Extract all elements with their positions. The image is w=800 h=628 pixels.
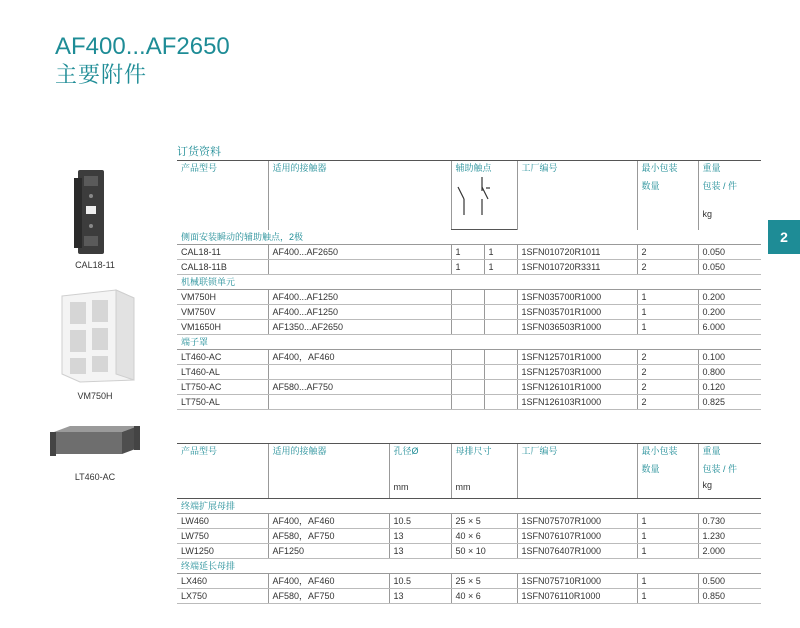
cell-order: 1SFN075710R1000 (517, 574, 637, 589)
cell-pack: 1 (637, 589, 698, 604)
cell-pack: 2 (637, 395, 698, 410)
cell-bar: 50 × 10 (451, 544, 517, 559)
cell-pack: 1 (637, 529, 698, 544)
cell-no (451, 305, 484, 320)
cell-product: LX460 (177, 574, 268, 589)
cell-contactor: AF400，AF460 (268, 514, 389, 529)
cell-bar: 40 × 6 (451, 589, 517, 604)
cell-contactor: AF400，AF460 (268, 574, 389, 589)
caption-cal18-11: CAL18-11 (75, 260, 115, 270)
cell-pack: 1 (637, 574, 698, 589)
cell-pack: 1 (637, 320, 698, 335)
col-header-pack-line1-2: 最小包装 (641, 446, 678, 456)
cell-pack: 2 (637, 350, 698, 365)
col-header-weight-unit: kg (702, 209, 713, 219)
cell-nc (484, 350, 517, 365)
cell-weight: 0.730 (698, 514, 761, 529)
col-header-pack-line2: 数量 (641, 181, 660, 191)
cell-no (451, 380, 484, 395)
cell-hole: 10.5 (389, 514, 451, 529)
col-header-bar-unit: mm (455, 482, 471, 492)
table-row (177, 574, 761, 589)
col-header-order-2: 工厂编号 (517, 444, 637, 499)
page-title: AF400...AF2650 (55, 33, 230, 60)
col-header-product: 产品型号 (177, 161, 268, 230)
cell-contactor: AF580...AF750 (268, 380, 451, 395)
cell-contactor (268, 260, 451, 275)
cell-no: 1 (451, 260, 484, 275)
cell-nc: 1 (484, 260, 517, 275)
cell-no (451, 290, 484, 305)
table-row (177, 395, 761, 410)
table-row (177, 260, 761, 275)
cell-weight: 0.850 (698, 589, 761, 604)
cell-product: VM750H (177, 290, 268, 305)
cell-product: LW750 (177, 529, 268, 544)
group-header-row (177, 559, 761, 574)
lt460-ac-image (48, 424, 144, 464)
cell-pack: 2 (637, 245, 698, 260)
cell-no (451, 395, 484, 410)
cell-order: 1SFN075707R1000 (517, 514, 637, 529)
col-header-pack (637, 161, 698, 230)
cell-contactor: AF400...AF1250 (268, 305, 451, 320)
cell-contactor: AF580，AF750 (268, 529, 389, 544)
cell-weight: 0.825 (698, 395, 761, 410)
cell-product: LT460-AC (177, 350, 268, 365)
cell-order: 1SFN125701R1000 (517, 350, 637, 365)
table-row (177, 365, 761, 380)
cell-weight: 0.100 (698, 350, 761, 365)
cell-weight: 0.500 (698, 574, 761, 589)
cell-order: 1SFN125703R1000 (517, 365, 637, 380)
cell-nc (484, 320, 517, 335)
cell-weight: 0.200 (698, 305, 761, 320)
cell-no (451, 365, 484, 380)
cell-bar: 25 × 5 (451, 514, 517, 529)
cell-nc (484, 395, 517, 410)
cell-contactor (268, 395, 451, 410)
cell-product: LT750-AL (177, 395, 268, 410)
cell-hole: 10.5 (389, 574, 451, 589)
chapter-tab: 2 (768, 220, 800, 254)
table-row (177, 380, 761, 395)
cell-no: 1 (451, 245, 484, 260)
cell-order: 1SFN035700R1000 (517, 290, 637, 305)
cell-contactor: AF1250 (268, 544, 389, 559)
cal18-11-image (72, 168, 112, 256)
cell-pack: 1 (637, 514, 698, 529)
col-header-hole-label: 孔径Ø (393, 446, 419, 456)
cell-contactor: AF1350...AF2650 (268, 320, 451, 335)
col-header-hole-unit: mm (393, 482, 409, 492)
cell-product: LW460 (177, 514, 268, 529)
cell-product: CAL18-11 (177, 245, 268, 260)
cell-pack: 1 (637, 305, 698, 320)
cell-nc (484, 380, 517, 395)
cell-order: 1SFN126103R1000 (517, 395, 637, 410)
cell-bar: 25 × 5 (451, 574, 517, 589)
table-row (177, 305, 761, 320)
cell-weight: 2.000 (698, 544, 761, 559)
cell-order: 1SFN010720R3311 (517, 260, 637, 275)
group-header-row (177, 230, 761, 245)
cell-order: 1SFN126101R1000 (517, 380, 637, 395)
cell-order: 1SFN076407R1000 (517, 544, 637, 559)
group-title: 终端扩展母排 (177, 499, 761, 514)
cell-weight: 0.050 (698, 260, 761, 275)
table-row (177, 350, 761, 365)
col-header-aux-label: 辅助触点 (455, 163, 492, 173)
table-row (177, 245, 761, 260)
col-header-weight-line1-2: 重量 (702, 446, 721, 456)
cell-product: LW1250 (177, 544, 268, 559)
cell-hole: 13 (389, 544, 451, 559)
cell-pack: 2 (637, 260, 698, 275)
table-row (177, 290, 761, 305)
cell-contactor: AF400...AF1250 (268, 290, 451, 305)
busbar-table (177, 443, 761, 604)
col-header-product-2: 产品型号 (177, 444, 268, 499)
cell-weight: 0.200 (698, 290, 761, 305)
cell-product: VM1650H (177, 320, 268, 335)
group-header-row (177, 335, 761, 350)
col-header-hole (389, 444, 451, 499)
section-label: 订货资料 (177, 146, 221, 158)
accessories-table (177, 160, 761, 410)
group-title: 机械联锁单元 (177, 275, 761, 290)
cell-contactor (268, 365, 451, 380)
table-row (177, 589, 761, 604)
col-header-pack-line1: 最小包装 (641, 163, 678, 173)
aux-contact-symbol (451, 175, 517, 230)
col-header-order: 工厂编号 (517, 161, 637, 230)
cell-hole: 13 (389, 589, 451, 604)
cell-nc (484, 290, 517, 305)
cell-pack: 1 (637, 290, 698, 305)
col-header-weight-2 (698, 444, 761, 499)
cell-nc (484, 365, 517, 380)
col-header-weight-line2-2: 包装 / 件 (702, 464, 738, 474)
col-header-weight (698, 161, 761, 230)
cell-order: 1SFN076110R1000 (517, 589, 637, 604)
col-header-pack-2 (637, 444, 698, 499)
cell-pack: 2 (637, 365, 698, 380)
cell-no (451, 350, 484, 365)
cell-hole: 13 (389, 529, 451, 544)
vm750h-image (56, 288, 140, 384)
cell-order: 1SFN035701R1000 (517, 305, 637, 320)
col-header-pack-line2-2: 数量 (641, 464, 660, 474)
cell-order: 1SFN076107R1000 (517, 529, 637, 544)
table-row (177, 320, 761, 335)
group-header-row (177, 275, 761, 290)
page-subtitle: 主要附件 (55, 62, 148, 87)
group-title: 终端延长母排 (177, 559, 761, 574)
table-row (177, 529, 761, 544)
col-header-contactor: 适用的接触器 (268, 161, 451, 230)
col-header-contactor-2: 适用的接触器 (268, 444, 389, 499)
col-header-bar (451, 444, 517, 499)
col-header-weight-line1: 重量 (702, 163, 721, 173)
cell-weight: 0.800 (698, 365, 761, 380)
cell-weight: 6.000 (698, 320, 761, 335)
cell-contactor: AF580，AF750 (268, 589, 389, 604)
cell-bar: 40 × 6 (451, 529, 517, 544)
col-header-weight-line2: 包装 / 件 (702, 181, 738, 191)
cell-pack: 1 (637, 544, 698, 559)
contact-symbol-icon (456, 175, 496, 219)
cell-weight: 0.120 (698, 380, 761, 395)
cell-order: 1SFN010720R1011 (517, 245, 637, 260)
cell-nc: 1 (484, 245, 517, 260)
group-title: 端子罩 (177, 335, 761, 350)
caption-vm750h: VM750H (77, 391, 113, 401)
cell-contactor: AF400...AF2650 (268, 245, 451, 260)
cell-product: LT750-AC (177, 380, 268, 395)
cell-nc (484, 305, 517, 320)
col-header-bar-label: 母排尺寸 (455, 446, 492, 456)
cell-weight: 1.230 (698, 529, 761, 544)
cell-order: 1SFN036503R1000 (517, 320, 637, 335)
cell-product: LX750 (177, 589, 268, 604)
caption-lt460-ac: LT460-AC (74, 472, 116, 482)
group-title: 侧面安装瞬动的辅助触点，2极 (177, 230, 761, 245)
cell-product: VM750V (177, 305, 268, 320)
cell-product: CAL18-11B (177, 260, 268, 275)
cell-no (451, 320, 484, 335)
table-row (177, 514, 761, 529)
table-row (177, 544, 761, 559)
cell-weight: 0.050 (698, 245, 761, 260)
cell-contactor: AF400，AF460 (268, 350, 451, 365)
col-header-weight-unit-2: kg (702, 480, 713, 490)
cell-product: LT460-AL (177, 365, 268, 380)
cell-pack: 2 (637, 380, 698, 395)
col-header-aux (451, 161, 517, 176)
group-header-row (177, 499, 761, 514)
